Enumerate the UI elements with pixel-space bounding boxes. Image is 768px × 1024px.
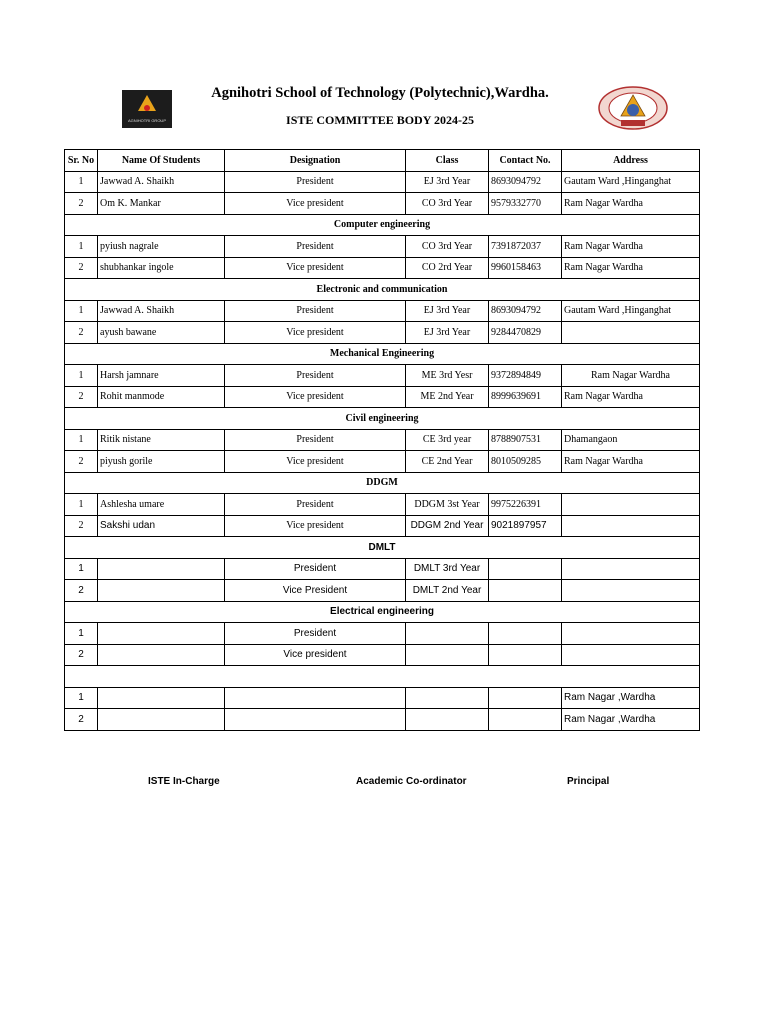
table-row — [65, 171, 700, 193]
address — [562, 644, 700, 666]
table-row — [65, 300, 700, 322]
table-row — [65, 429, 700, 451]
address: Ram Nagar Wardha — [562, 257, 700, 279]
sr-no: 2 — [65, 193, 98, 215]
student-name: pyiush nagrale — [98, 236, 225, 258]
committee-subtitle: ISTE COMMITTEE BODY 2024-25 — [286, 113, 474, 127]
address — [562, 580, 700, 602]
contact-no: 8999639691 — [489, 386, 562, 408]
sr-no: 2 — [65, 257, 98, 279]
address: Ram Nagar Wardha — [562, 365, 700, 387]
class: DDGM 3st Year — [406, 494, 489, 516]
designation: Vice president — [225, 451, 406, 473]
section-title: Computer engineering — [65, 214, 700, 236]
class: EJ 3rd Year — [406, 171, 489, 193]
section-title-empty — [65, 666, 700, 688]
student-name — [98, 644, 225, 666]
address: Ram Nagar Wardha — [562, 193, 700, 215]
class: CO 2rd Year — [406, 257, 489, 279]
designation: President — [225, 171, 406, 193]
col-header: Class — [406, 150, 489, 172]
address — [562, 623, 700, 645]
sr-no: 1 — [65, 494, 98, 516]
designation: President — [225, 558, 406, 580]
address: Ram Nagar Wardha — [562, 386, 700, 408]
principal-signature: Principal — [567, 776, 610, 787]
class: CO 3rd Year — [406, 193, 489, 215]
designation: Vice president — [225, 386, 406, 408]
contact-no: 9960158463 — [489, 257, 562, 279]
student-name: Sakshi udan — [98, 515, 225, 537]
section-title: DDGM — [65, 472, 700, 494]
sr-no: 1 — [65, 300, 98, 322]
section-row — [65, 472, 700, 494]
class — [406, 687, 489, 709]
student-name: Jawwad A. Shaikh — [98, 300, 225, 322]
table-row — [65, 193, 700, 215]
section-title: Civil engineering — [65, 408, 700, 430]
designation: President — [225, 623, 406, 645]
contact-no — [489, 580, 562, 602]
table-row — [65, 386, 700, 408]
section-title: Electrical engineering — [65, 601, 700, 623]
student-name: piyush gorile — [98, 451, 225, 473]
contact-no: 8693094792 — [489, 171, 562, 193]
table-row — [65, 623, 700, 645]
table-header-row — [65, 150, 700, 172]
class: CE 3rd year — [406, 429, 489, 451]
col-header: Contact No. — [489, 150, 562, 172]
table-row — [65, 580, 700, 602]
student-name: Ashlesha umare — [98, 494, 225, 516]
table-row — [65, 322, 700, 344]
section-row — [65, 601, 700, 623]
polytechnic-seal-logo — [597, 86, 669, 130]
col-header: Sr. No — [65, 150, 98, 172]
contact-no: 9975226391 — [489, 494, 562, 516]
address — [562, 322, 700, 344]
class: EJ 3rd Year — [406, 322, 489, 344]
class — [406, 644, 489, 666]
table-row — [65, 515, 700, 537]
address: Ram Nagar Wardha — [562, 236, 700, 258]
contact-no: 9021897957 — [489, 515, 562, 537]
student-name — [98, 558, 225, 580]
address: Ram Nagar Wardha — [562, 451, 700, 473]
table-row — [65, 365, 700, 387]
designation: President — [225, 494, 406, 516]
sr-no: 1 — [65, 429, 98, 451]
designation: Vice President — [225, 580, 406, 602]
table-row — [65, 644, 700, 666]
contact-no — [489, 558, 562, 580]
address — [562, 558, 700, 580]
table-row — [65, 687, 700, 709]
contact-no: 8693094792 — [489, 300, 562, 322]
section-row — [65, 408, 700, 430]
contact-no: 8788907531 — [489, 429, 562, 451]
section-title: Mechanical Engineering — [65, 343, 700, 365]
address: Ram Nagar ,Wardha — [562, 709, 700, 731]
logo-caption: AGNIHOTRI GROUP — [127, 118, 166, 123]
table-row — [65, 236, 700, 258]
class: DDGM 2nd Year — [406, 515, 489, 537]
section-row — [65, 214, 700, 236]
designation — [225, 709, 406, 731]
sr-no: 1 — [65, 623, 98, 645]
contact-no: 7391872037 — [489, 236, 562, 258]
sr-no: 2 — [65, 644, 98, 666]
sr-no: 1 — [65, 171, 98, 193]
sr-no: 1 — [65, 687, 98, 709]
designation — [225, 687, 406, 709]
agnihotri-group-logo — [122, 90, 172, 128]
designation: Vice president — [225, 193, 406, 215]
contact-no: 8010509285 — [489, 451, 562, 473]
student-name: Harsh jamnare — [98, 365, 225, 387]
sr-no: 2 — [65, 580, 98, 602]
student-name: ayush bawane — [98, 322, 225, 344]
section-row — [65, 279, 700, 301]
sr-no: 2 — [65, 451, 98, 473]
class — [406, 623, 489, 645]
class — [406, 709, 489, 731]
designation: Vice president — [225, 257, 406, 279]
student-name: Jawwad A. Shaikh — [98, 171, 225, 193]
address: Ram Nagar ,Wardha — [562, 687, 700, 709]
student-name: Ritik nistane — [98, 429, 225, 451]
address: Gautam Ward ,Hinganghat — [562, 171, 700, 193]
contact-no: 9284470829 — [489, 322, 562, 344]
sr-no: 1 — [65, 365, 98, 387]
class: CE 2nd Year — [406, 451, 489, 473]
committee-table — [64, 149, 700, 731]
section-row — [65, 666, 700, 688]
table-row — [65, 558, 700, 580]
table-row — [65, 494, 700, 516]
col-header: Address — [562, 150, 700, 172]
table-row — [65, 709, 700, 731]
section-row — [65, 537, 700, 559]
class: CO 3rd Year — [406, 236, 489, 258]
table-row — [65, 451, 700, 473]
section-title: Electronic and communication — [65, 279, 700, 301]
sr-no: 2 — [65, 709, 98, 731]
contact-no — [489, 644, 562, 666]
designation: President — [225, 429, 406, 451]
class: ME 3rd Yesr — [406, 365, 489, 387]
contact-no — [489, 687, 562, 709]
class: EJ 3rd Year — [406, 300, 489, 322]
sr-no: 1 — [65, 236, 98, 258]
sr-no: 2 — [65, 515, 98, 537]
section-title: DMLT — [65, 537, 700, 559]
student-name: Om K. Mankar — [98, 193, 225, 215]
iste-incharge-signature: ISTE In-Charge — [148, 776, 220, 787]
table-row — [65, 257, 700, 279]
designation: President — [225, 365, 406, 387]
sr-no: 2 — [65, 322, 98, 344]
student-name: shubhankar ingole — [98, 257, 225, 279]
col-header: Name Of Students — [98, 150, 225, 172]
designation: Vice president — [225, 644, 406, 666]
contact-no — [489, 623, 562, 645]
class: ME 2nd Year — [406, 386, 489, 408]
student-name — [98, 623, 225, 645]
student-name — [98, 709, 225, 731]
class: DMLT 2nd Year — [406, 580, 489, 602]
address — [562, 494, 700, 516]
sr-no: 1 — [65, 558, 98, 580]
contact-no: 9372894849 — [489, 365, 562, 387]
address — [562, 515, 700, 537]
designation: Vice president — [225, 322, 406, 344]
academic-coordinator-signature: Academic Co-ordinator — [356, 776, 467, 787]
student-name — [98, 687, 225, 709]
student-name: Rohit manmode — [98, 386, 225, 408]
address: Dhamangaon — [562, 429, 700, 451]
institute-title: Agnihotri School of Technology (Polytechnic),Wardha. — [211, 85, 549, 101]
contact-no: 9579332770 — [489, 193, 562, 215]
section-row — [65, 343, 700, 365]
designation: Vice president — [225, 515, 406, 537]
col-header: Designation — [225, 150, 406, 172]
designation: President — [225, 236, 406, 258]
designation: President — [225, 300, 406, 322]
class: DMLT 3rd Year — [406, 558, 489, 580]
contact-no — [489, 709, 562, 731]
student-name — [98, 580, 225, 602]
sr-no: 2 — [65, 386, 98, 408]
address: Gautam Ward ,Hinganghat — [562, 300, 700, 322]
